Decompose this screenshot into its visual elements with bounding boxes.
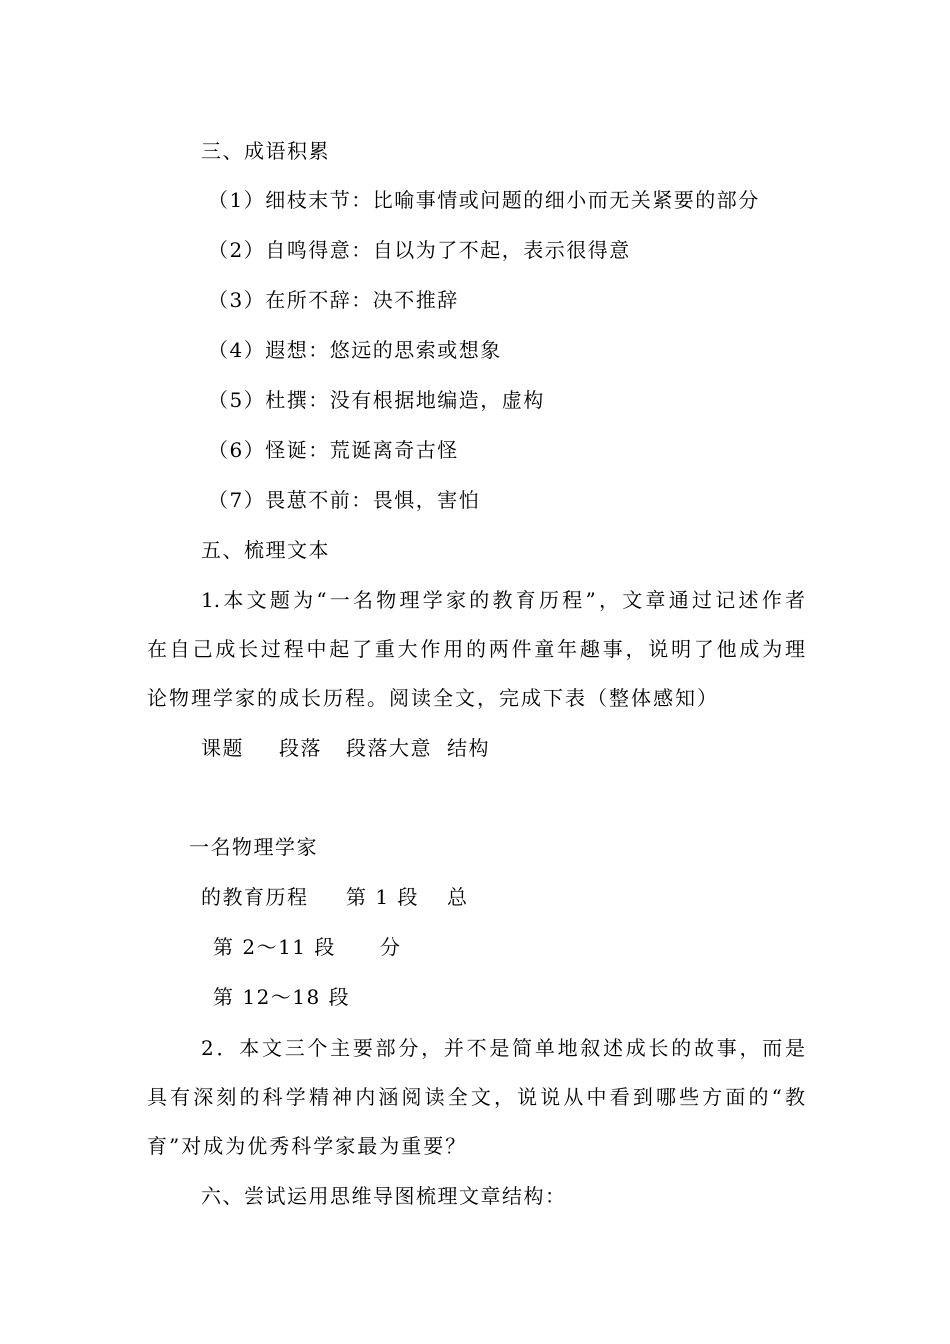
table-row-2-structure: 分: [380, 935, 402, 959]
table-row-1-paragraph: 第 1 段: [346, 885, 419, 909]
question-2-line-2: 具有深刻的科学精神内涵阅读全文，说说从中看到哪些方面的“教: [147, 1085, 805, 1109]
table-header-main-idea: 段落大意: [346, 736, 432, 760]
idiom-item-5: （5）杜撰：没有根据地编造，虚构: [208, 388, 545, 412]
table-header-paragraph: 段落: [279, 736, 322, 760]
idiom-item-6: （6）怪诞：荒诞离奇古怪: [208, 438, 459, 462]
question-2-line-3: 育”对成为优秀科学家最为重要？: [147, 1134, 468, 1158]
section-heading-mind-map: 六、尝试运用思维导图梳理文章结构：: [201, 1184, 567, 1208]
table-row-3-paragraph: 第 12～18 段: [213, 985, 351, 1009]
question-2-line-1: 2．本文三个主要部分，并不是简单地叙述成长的故事，而是: [201, 1036, 805, 1060]
idiom-item-3: （3）在所不辞：决不推辞: [208, 288, 459, 312]
idiom-item-7: （7）畏葸不前：畏惧，害怕: [208, 488, 481, 512]
table-header-structure: 结构: [447, 736, 490, 760]
idiom-item-4: （4）遐想：悠远的思索或想象: [208, 338, 502, 362]
section-heading-text-review: 五、梳理文本: [201, 538, 330, 562]
section-heading-idioms: 三、成语积累: [201, 139, 330, 163]
table-topic-line-2: 的教育历程: [201, 885, 309, 909]
idiom-item-1: （1）细枝末节：比喻事情或问题的细小而无关紧要的部分: [208, 188, 760, 212]
question-1-line-3: 论物理学家的成长历程。阅读全文，完成下表（整体感知）: [147, 686, 719, 710]
table-row-1-structure: 总: [447, 885, 469, 909]
table-topic-line-1: 一名物理学家: [189, 835, 318, 859]
question-1-line-1: 1.本文题为“一名物理学家的教育历程”，文章通过记述作者: [201, 588, 805, 612]
table-row-2-paragraph: 第 2～11 段: [213, 935, 336, 959]
table-header-topic: 课题: [201, 736, 244, 760]
question-1-line-2: 在自己成长过程中起了重大作用的两件童年趣事，说明了他成为理: [147, 637, 805, 661]
idiom-item-2: （2）自鸣得意：自以为了不起，表示很得意: [208, 238, 631, 262]
